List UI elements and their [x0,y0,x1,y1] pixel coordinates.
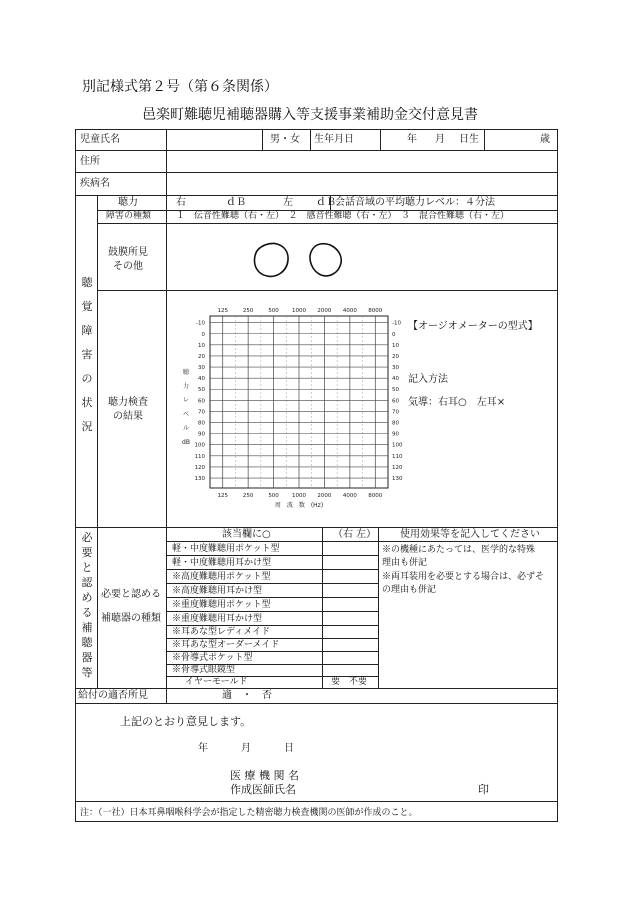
freq-tick-bottom: 8000 [368,493,383,499]
speech-average-label: 会話音域の平均聴力レベル：４分法 [335,197,495,208]
level-tick-left: 120 [194,464,205,471]
freq-tick-top: 125 [217,308,228,314]
dob-day: 日生 [459,134,479,145]
doctor-label: 作成医師氏名 [230,783,296,796]
audiogram-xlabel: 周 波 数 (Hz) [274,502,324,509]
grant-value[interactable]: 適 ・ 否 [222,690,272,701]
aid-note: 理由も併記 [382,558,428,568]
aid-item[interactable]: ※耳あな型オーダーメイド [172,640,280,650]
grant-label: 給付の適否所見 [78,690,148,701]
aid-note: ※両耳装用を必要とする場合は、必ずそ [382,572,545,582]
level-tick-left: 110 [194,453,205,460]
freq-tick-top: 500 [268,308,279,314]
freq-tick-top: 1000 [292,308,306,314]
child-name-label: 児童氏名 [80,134,120,145]
opinion-month: 月 [241,743,251,754]
hearing-section-label: 聴 覚 障 害 の 状 況 [81,276,93,433]
level-tick-left: -10 [196,320,205,327]
freq-tick-top: 4000 [342,308,357,314]
footnote: 注：（一社）日本耳鼻咽喉科学会が指定した精密聴力検査機関の医師が作成のこと。 [80,808,418,818]
level-tick-left: 50 [198,387,205,394]
aid-section-label: 必 要 と 認 め る 補 聴 器 等 [81,531,93,679]
ylabel-char: ル [182,425,190,432]
ylabel-char: 聴 [182,369,190,376]
hearing-left: 左 [283,197,293,208]
opinion-statement: 上記のとおり意見します。 [120,715,252,728]
level-tick-right: 60 [392,398,399,405]
level-tick-left: 10 [198,342,205,349]
level-tick-left: 100 [194,442,205,449]
level-tick-left: 0 [201,331,205,338]
level-tick-right: 120 [392,464,403,471]
aid-item[interactable]: ※耳あな型レディメイド [172,627,271,637]
applicable-column-header: 該当欄に○ [222,529,271,540]
aid-item[interactable]: ※高度難聴用耳かけ型 [172,586,263,596]
freq-tick-top: 8000 [368,308,383,314]
aid-type-label: 必要と認める [101,589,161,600]
level-tick-right: 130 [392,476,403,483]
age-label: 歳 [540,134,550,145]
dob-month: 月 [435,134,445,145]
level-tick-right: -10 [392,320,401,327]
audiogram-chart [178,300,403,520]
address-label: 住所 [80,156,100,167]
disorder-types[interactable]: １ 伝音性難聴（右・左） ２ 感音性難聴（右・左） ３ 混合性難聴（右・左） [176,211,510,221]
dob-label: 生年月日 [314,134,354,145]
level-tick-left: 70 [198,409,205,416]
level-tick-right: 20 [392,353,399,360]
level-tick-left: 40 [198,376,205,383]
aid-item[interactable]: イヤーモールド [185,677,248,687]
effect-column-header: 使用効果等を記入してください [400,529,540,540]
level-tick-left: 30 [198,365,205,372]
eardrum-other-label: その他 [113,261,143,272]
hearing-db-left: ｄＢ [316,197,336,208]
aid-item[interactable]: ※高度難聴用ポケット型 [172,572,271,582]
level-tick-left: 20 [198,353,205,360]
method-label: 記入方法 [408,374,448,385]
disease-label: 疾病名 [80,178,110,189]
aid-item[interactable]: 軽・中度難聴用ポケット型 [172,544,280,554]
disorder-type-label: 障害の種類 [106,211,152,221]
aid-note: ※の機種にあたっては、医学的な特殊 [382,545,536,555]
aid-item[interactable]: ※骨導式ポケット型 [172,653,253,663]
aid-item[interactable]: ※骨導式眼鏡型 [172,665,236,675]
level-tick-right: 100 [392,442,403,449]
ylabel-char: dB [182,439,190,446]
freq-tick-bottom: 250 [242,493,254,499]
opinion-year: 年 [198,743,208,754]
sex-field[interactable]: 男・女 [270,134,300,145]
level-tick-right: 40 [392,376,399,383]
level-tick-left: 130 [194,476,205,483]
opinion-day: 日 [284,743,294,754]
freq-tick-bottom: 1000 [292,493,306,499]
hearing-label: 聴力 [118,197,138,208]
ylabel-char: 力 [182,383,190,390]
level-tick-right: 10 [392,342,399,349]
aid-item[interactable]: ※重度難聴用ポケット型 [172,600,271,610]
level-tick-right: 110 [392,453,403,460]
form-id: 別記様式第２号（第６条関係） [82,79,278,95]
level-tick-right: 80 [392,420,399,427]
page-title: 邑楽町難聴児補聴器購入等支援事業補助金交付意見書 [142,107,478,123]
aid-item[interactable]: 軽・中度難聴用耳かけ型 [172,558,272,568]
hearing-db-right: ｄＢ [226,197,246,208]
aid-note: の理由も併記 [382,585,437,595]
freq-tick-bottom: 500 [268,493,279,499]
institution-label: 医 療 機 関 名 [230,769,299,782]
lr-column-header: （右 左） [333,529,377,540]
eardrum-label: 鼓膜所見 [108,247,148,258]
freq-tick-bottom: 4000 [342,493,357,499]
freq-tick-bottom: 2000 [317,493,332,499]
level-tick-right: 30 [392,365,399,372]
level-tick-left: 90 [198,431,205,438]
audiometry-result-label: の結果 [113,411,143,422]
audiometry-label: 聴力検査 [108,397,148,408]
level-tick-right: 90 [392,431,399,438]
ylabel-char: レ [182,397,190,404]
method-detail: 気導：右耳○ 左耳× [408,397,506,408]
level-tick-right: 50 [392,387,399,394]
hearing-right: 右 [176,197,186,208]
ylabel-char: ベ [182,411,190,418]
freq-tick-bottom: 125 [217,493,228,499]
aid-type-label-2: 補聴器の種類 [101,613,161,624]
dob-year: 年 [407,134,417,145]
level-tick-right: 0 [392,331,396,338]
audiometer-type-label: 【オージオメーターの型式】 [408,321,538,332]
eardrum-diagram [250,238,350,283]
seal-mark: 印 [478,783,489,796]
earmold-need[interactable]: 要 不要 [331,677,368,687]
aid-item[interactable]: ※重度難聴用耳かけ型 [172,614,263,624]
freq-tick-top: 250 [242,308,254,314]
freq-tick-top: 2000 [317,308,332,314]
level-tick-right: 70 [392,409,399,416]
level-tick-left: 80 [198,420,205,427]
level-tick-left: 60 [198,398,205,405]
